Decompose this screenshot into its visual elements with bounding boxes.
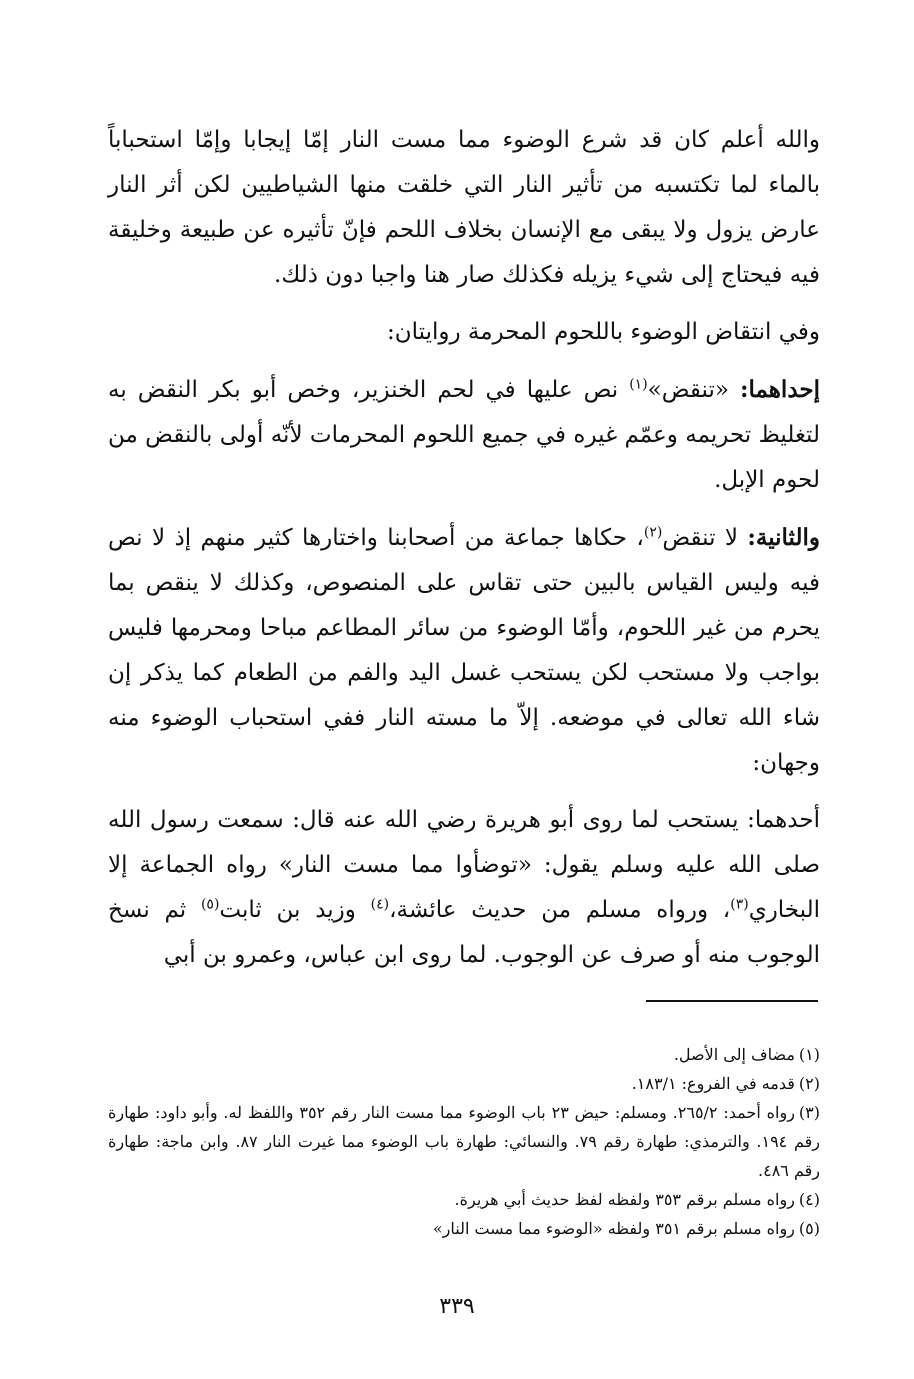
footnote-ref-4: (٤) <box>370 896 390 913</box>
footnote-separator <box>646 1000 818 1002</box>
footnote-3 <box>108 1098 820 1185</box>
paragraph-4-lead: والثانية: <box>747 524 820 551</box>
footnote-1 <box>108 1040 820 1069</box>
paragraph-3-quote: «تنقض» <box>647 377 729 403</box>
paragraph-3-lead: إحداهما: <box>740 376 820 403</box>
footnote-text: رواه مسلم برقم ٣٥٣ ولفظه لفظ حديث أبي هريرة. <box>454 1190 795 1209</box>
paragraph-5-d: ثم نسخ الوجوب منه أو صرف عن الوجوب. لما روى ابن عباس، وعمرو بن أبي <box>108 897 820 968</box>
footnote-4 <box>108 1185 820 1214</box>
footnote-text: مضاف إلى الأصل. <box>673 1045 795 1064</box>
paragraph-5-b: ، ورواه مسلم من حديث عائشة، <box>389 897 731 923</box>
paragraph-2: وفي انتقاض الوضوء باللحوم المحرمة روايتان: <box>387 319 820 345</box>
footnote-text: رواه مسلم برقم ٣٥١ ولفظه «الوضوء مما مست النار» <box>432 1219 795 1238</box>
footnote-ref-5: (٥) <box>200 896 220 913</box>
paragraph-3-text: نص عليها في لحم الخنزير، وخص أبو بكر النقض به لتغليظ تحريمه وعمّم غيره في جميع اللحوم المحرمات لأنّه أولى بالنقض من لحوم الإبل. <box>108 377 820 493</box>
footnote-text: قدمه في الفروع: ١٨٣/١. <box>631 1074 795 1093</box>
paragraph-4-a: لا تنقض <box>662 525 748 551</box>
footnote-number: (٤) <box>798 1190 820 1209</box>
footnote-number: (٢) <box>798 1074 820 1093</box>
footnote-number: (١) <box>798 1045 820 1064</box>
paragraph-4 <box>108 515 820 786</box>
paragraph-4-text: ، حكاها جماعة من أصحابنا واختارها كثير منهم إذ لا نص فيه وليس القياس بالبين حتى تقاس على المنصوص، وكذلك لا ينقص بما يحرم من غير اللحوم، وأمّا الوضوء من سائر المطاعم مباحا ومحرمها فليس بواجب ولا مستحب لكن يستحب غسل اليد والفم من الطعام كما يذكر إن شاء الله تعالى في موضعه. إلاّ ما مسته النار ففي استحباب الوضوء منه وجهان: <box>108 525 820 776</box>
footnote-2 <box>108 1069 820 1098</box>
paragraph-1: والله أعلم كان قد شرع الوضوء مما مست النار إمّا إيجابا وإمّا استحباباً بالماء لما تكتسبه من تأثير النار التي خلقت منها الشياطيين لكن أثر النار عارض يزول ولا يبقى مع الإنسان بخلاف اللحم فإنّ تأثيره عن طبيعة وخليقة فيه فيحتاج إلى شيء يزيله فكذلك صار هنا واجبا دون ذلك. <box>108 127 820 288</box>
footnote-text: رواه أحمد: ٢٦٥/٢. ومسلم: حيض ٢٣ باب الوضوء مما مست النار رقم ٣٥٢ واللفظ له. وأبو داود: طهارة رقم ١٩٤. والترمذي: طهارة رقم ٧٩. والنسائي: طهارة باب الوضوء مما غيرت النار ٨٧. وابن ماجة: طهارة رقم ٤٨٦. <box>108 1103 821 1180</box>
footnote-number: (٥) <box>798 1219 820 1238</box>
footnotes <box>108 1040 820 1243</box>
paragraph-5-c: وزيد بن ثابت <box>219 897 371 923</box>
footnote-number: (٣) <box>798 1103 821 1122</box>
paragraph-5 <box>108 798 820 978</box>
footnote-5 <box>108 1214 820 1243</box>
page-number: ٣٣٩ <box>439 1294 475 1319</box>
main-text <box>108 118 820 990</box>
footnote-ref-1: (١) <box>629 376 648 393</box>
footnote-ref-2: (٢) <box>643 524 663 541</box>
paragraph-3 <box>108 367 820 503</box>
paragraph-5-a: أحدهما: يستحب لما روى أبو هريرة رضي الله عنه قال: سمعت رسول الله صلى الله عليه وسلم يقول: «توضأوا مما مست النار» رواه الجماعة إلا البخاري <box>108 807 820 923</box>
footnote-ref-3: (٣) <box>730 896 749 913</box>
